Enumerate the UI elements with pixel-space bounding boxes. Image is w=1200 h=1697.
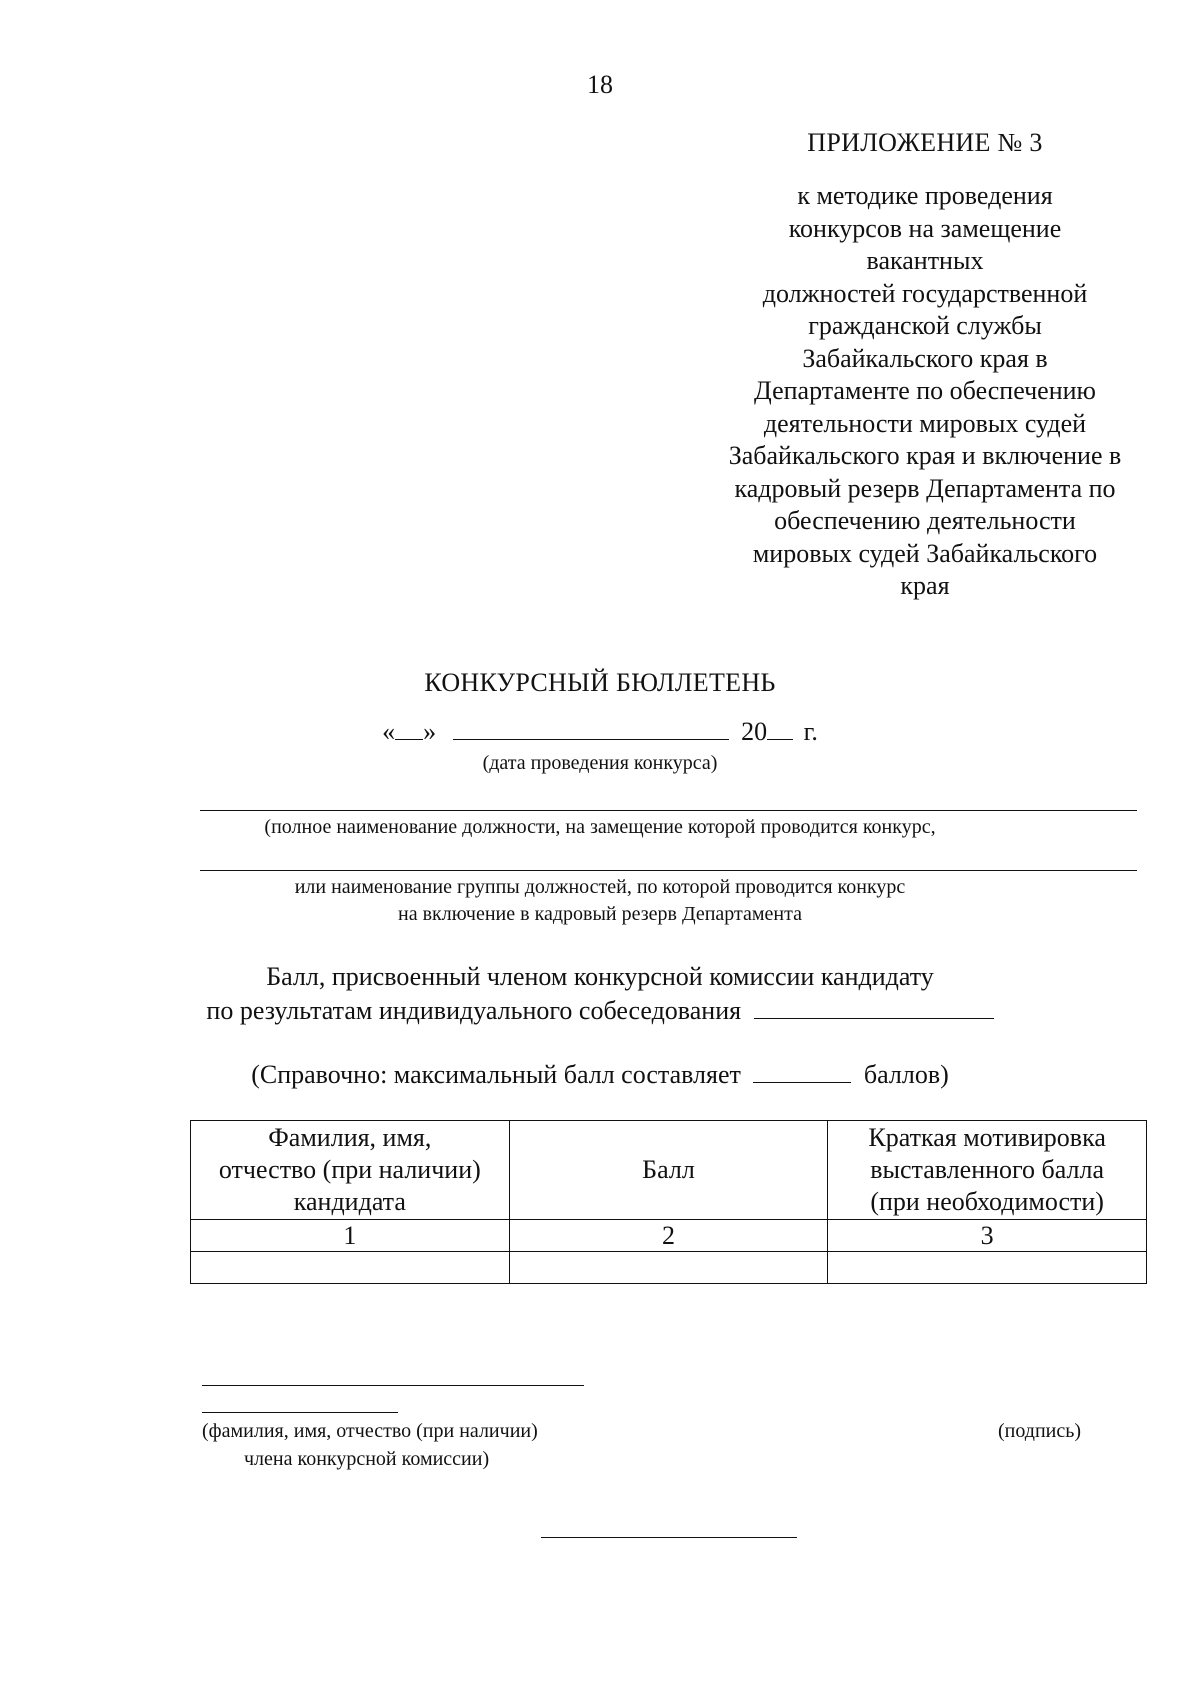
date-line: [0, 717, 1200, 747]
appendix-line: гражданской службы: [808, 311, 1042, 340]
position-name-line-2[interactable]: [200, 870, 1137, 871]
column-number: 2: [509, 1220, 828, 1252]
date-year-prefix: 20: [741, 717, 768, 746]
score-cell[interactable]: [509, 1252, 828, 1284]
appendix-description: [690, 180, 1160, 603]
header-candidate: [191, 1121, 510, 1220]
header-text: выставленного балла: [870, 1155, 1105, 1184]
column-number: 3: [828, 1220, 1147, 1252]
table-number-row: [191, 1220, 1147, 1252]
bottom-line[interactable]: [541, 1537, 797, 1538]
date-open-quote: «: [382, 717, 396, 746]
column-number: 1: [191, 1220, 510, 1252]
appendix-line: Забайкальского края и включение в: [728, 441, 1122, 470]
header-text: (при необходимости): [870, 1187, 1104, 1216]
appendix-line: кадровый резерв Департамента по: [734, 473, 1116, 503]
table-header-row: [191, 1121, 1147, 1220]
score-blank[interactable]: [754, 998, 994, 1019]
appendix-line: конкурсов на замещение: [788, 213, 1062, 243]
score-line-2-text: по результатам индивидуального собеседования: [206, 996, 742, 1025]
score-reference-suffix: баллов): [863, 1060, 949, 1089]
score-reference-prefix: (Справочно: максимальный балл составляет: [251, 1060, 741, 1089]
date-hint: (дата проведения конкурса): [482, 752, 718, 774]
score-line-2: [0, 996, 1200, 1026]
date-year-suffix: г.: [803, 717, 818, 746]
date-close-quote: »: [423, 717, 437, 746]
appendix-line: обеспечению деятельности: [774, 506, 1076, 535]
appendix-line: края: [900, 571, 950, 600]
appendix-line: должностей государственной: [762, 278, 1088, 308]
header-text: отчество (при наличии): [218, 1155, 481, 1184]
bulletin-title: КОНКУРСНЫЙ БЮЛЛЕТЕНЬ: [424, 668, 776, 697]
header-score: [509, 1121, 828, 1220]
signature-hint: (подпись): [998, 1420, 1082, 1442]
page-number: 18: [587, 70, 613, 99]
member-name-hint-2: члена конкурсной комиссии): [244, 1448, 490, 1470]
header-text: кандидата: [293, 1187, 406, 1216]
appendix-line: мировых судей Забайкальского: [752, 538, 1098, 568]
appendix-title: ПРИЛОЖЕНИЕ № 3: [807, 128, 1043, 157]
appendix-line: Департаменте по обеспечению: [754, 376, 1096, 405]
appendix-line: Забайкальского края в: [802, 343, 1048, 373]
header-text: Фамилия, имя,: [268, 1123, 432, 1152]
day-blank[interactable]: [395, 719, 423, 740]
candidate-cell[interactable]: [191, 1252, 510, 1284]
ballot-table: [190, 1120, 1147, 1284]
month-blank[interactable]: [453, 719, 729, 740]
header-text: Балл: [642, 1155, 695, 1184]
member-name-hint-1: (фамилия, имя, отчество (при наличии): [202, 1420, 538, 1442]
score-line-1: Балл, присвоенный членом конкурсной комиссии кандидату: [266, 962, 934, 991]
position-hint-3: на включение в кадровый резерв Департамента: [398, 903, 802, 925]
appendix-line: к методике проведения: [797, 181, 1053, 210]
member-name-line[interactable]: [202, 1385, 584, 1386]
table-row: [191, 1252, 1147, 1284]
header-motivation: [828, 1121, 1147, 1220]
max-score-blank[interactable]: [753, 1062, 851, 1083]
member-name-line-short[interactable]: [202, 1412, 398, 1413]
year-blank[interactable]: [767, 719, 793, 740]
motivation-cell[interactable]: [828, 1252, 1147, 1284]
appendix-line: вакантных: [866, 246, 984, 275]
header-text: Краткая мотивировка: [868, 1123, 1106, 1152]
score-reference: [0, 1060, 1200, 1090]
position-name-line-1[interactable]: [200, 810, 1137, 811]
position-hint-2: или наименование группы должностей, по которой проводится конкурс: [294, 876, 906, 898]
appendix-line: деятельности мировых судей: [763, 408, 1087, 438]
position-hint-1: (полное наименование должности, на замещение которой проводится конкурс,: [264, 816, 936, 838]
